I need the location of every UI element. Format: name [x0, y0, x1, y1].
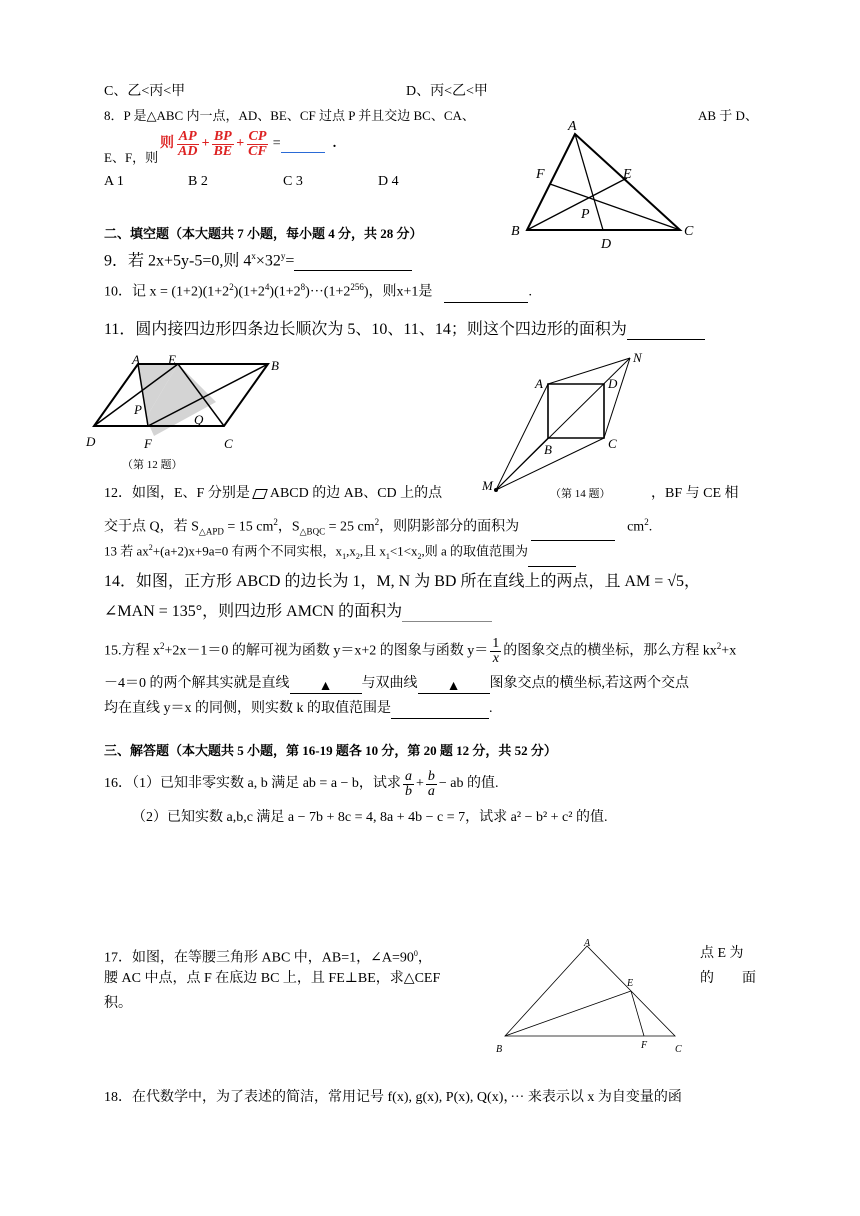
- q12-label-e: E: [168, 352, 176, 367]
- q12-sup-3: 2: [644, 517, 649, 527]
- q8-option-d: D 4: [378, 174, 399, 189]
- q14-answer-blank[interactable]: [402, 605, 492, 622]
- q14-label-m: M: [482, 478, 493, 493]
- q8-dot: .: [332, 136, 337, 151]
- q13-text-b: +(a+2)x+9a=0 有两个不同实根，x: [152, 543, 343, 559]
- q15-text-3b: .: [489, 701, 493, 716]
- q17-text-1: 17．如图，在等腰三角形 ABC 中，AB=1，∠A=90: [104, 950, 414, 966]
- q16-frac2-num: b: [427, 768, 435, 784]
- q12-line1-right: ，BF 与 CE 相: [651, 486, 739, 501]
- q8-frac-1-num: AP: [178, 128, 197, 144]
- q8-frac-3-num: CP: [248, 128, 267, 144]
- q16-frac1-den: b: [404, 783, 412, 799]
- q12-label-p: P: [134, 402, 142, 417]
- q17-triangle-figure: [490, 936, 700, 1060]
- q16-text-1b: − ab 的值.: [438, 776, 499, 791]
- q15-line3: [104, 699, 493, 719]
- q12-text-2f: cm: [627, 519, 645, 535]
- q15-text-3a: 均在直线 y＝x 的同侧，则实数 k 的取值范围是: [104, 701, 391, 716]
- q15-triangle-marker-1: ▲: [318, 679, 333, 694]
- q14-line1: 14．如图，正方形 ABCD 的边长为 1，M, N 为 BD 所在直线上的两点，且 AM = √5，: [104, 573, 701, 590]
- q13-text-c: ,x: [346, 543, 356, 559]
- q16-frac1-num: a: [404, 768, 412, 784]
- q13-line: [104, 538, 576, 567]
- q17-label-b: B: [496, 1044, 503, 1055]
- q8-line1-right: AB 于 D、: [698, 108, 758, 123]
- q10-exp-256: 256: [350, 282, 364, 292]
- q8-frac-3: [246, 130, 269, 159]
- q13-text-f: ,则 a 的取值范围为: [421, 543, 529, 559]
- q10-text-b: )(1+2: [233, 284, 265, 300]
- q14-segment-an: [548, 358, 630, 384]
- q15-blank-3[interactable]: [391, 702, 489, 719]
- q8-cevian-be: [527, 178, 627, 230]
- q15-text-2a: －4＝0 的两个解其实就是直线: [104, 676, 290, 691]
- q15-triangle-marker-2: ▲: [446, 679, 461, 694]
- q13-sub-1a: 1: [342, 551, 347, 561]
- q14-label-n: N: [633, 350, 642, 365]
- q17-line1: [104, 944, 432, 969]
- q12-text-2c: ，S: [277, 519, 300, 535]
- q8-frac-2: [211, 130, 234, 159]
- q14-label-b: B: [544, 442, 552, 457]
- q10-answer-blank[interactable]: [444, 286, 528, 303]
- q14-segment-am: [496, 384, 548, 490]
- q10-text-f: .: [528, 284, 532, 300]
- q12-sup-1: 2: [273, 517, 278, 527]
- q12-text-2d: = 25 cm: [325, 519, 375, 535]
- q12-sub-bqc: △BQC: [299, 526, 326, 537]
- q10-exp-2: 2: [229, 282, 234, 292]
- q14-label-d: D: [608, 376, 618, 391]
- q14-square-figure: [478, 350, 658, 502]
- q8-label-c: C: [684, 224, 694, 239]
- q18-line1: 18．在代数学中，为了表述的简洁，常用记号 f(x), g(x), P(x), Q(x)，··· 来表示以 x 为自变量的函: [104, 1090, 682, 1105]
- q8-triangle-figure: [505, 118, 705, 250]
- q8-frac-2-num: BP: [213, 128, 232, 144]
- q8-line2-prefix: E、F，则: [104, 150, 159, 165]
- q10-exp-8: 8: [300, 282, 306, 292]
- q13-sub-1b: 1: [385, 551, 390, 561]
- q13-answer-blank[interactable]: [528, 550, 576, 567]
- q12-parallelogram-figure: [86, 352, 296, 476]
- q12-sub-apd: △APD: [198, 526, 224, 537]
- q7-option-d: D、丙<乙<甲: [406, 84, 488, 99]
- q12-caption: （第 12 题）: [122, 459, 183, 471]
- q15-text-2c: 图象交点的横坐标,若这两个交点: [489, 676, 689, 691]
- q16-text-1a: 16．（1）已知非零实数 a, b 满足 ab = a − b，试求: [104, 776, 401, 791]
- q15-frac-num: 1: [492, 635, 500, 651]
- q12-sup-2: 2: [374, 517, 380, 527]
- q17-label-e: E: [627, 978, 634, 989]
- q17-segment-be: [505, 991, 631, 1036]
- q15-line2: [104, 674, 689, 694]
- q17-line2: 腰 AC 中点，点 F 在底边 BC 上，且 FE⊥BE，求△CEF: [104, 971, 441, 986]
- q12-line1: [104, 484, 442, 504]
- q15-text-1a: 15.方程 x: [104, 643, 160, 659]
- q8-label-d: D: [601, 237, 612, 252]
- q14-label-c: C: [608, 436, 617, 451]
- q15-text-1d: +x: [721, 643, 737, 659]
- q12-label-b: B: [271, 358, 279, 373]
- q9-answer-blank[interactable]: [294, 254, 412, 271]
- q11-text: 11．圆内接四边形四条边长顺次为 5、10、11、14；则这个四边形的面积为: [104, 321, 627, 338]
- q8-triangle-abc: [527, 134, 680, 230]
- q16-plus: +: [415, 776, 424, 791]
- q12-label-f: F: [144, 436, 152, 451]
- q12-text-2a: 交于点 Q，若 S: [104, 519, 199, 535]
- q15-text-1c: 的图象交点的横坐标，那么方程 kx: [503, 643, 717, 659]
- q9-exp-x: x: [251, 251, 256, 261]
- q8-cevian-cf: [550, 184, 680, 230]
- q10-text-c: )(1+2: [269, 284, 301, 300]
- q10-text-a: 10．记 x = (1+2)(1+2: [104, 284, 230, 300]
- q14-segment-mb: [496, 438, 548, 490]
- q13-text-d: ,且 x: [359, 543, 386, 559]
- section-2-heading: 二、填空题（本大题共 7 小题，每小题 4 分，共 28 分）: [104, 226, 423, 241]
- q17-degree: 0: [413, 949, 418, 958]
- q12-label-c: C: [224, 436, 233, 451]
- q9-text-a: 9．若 2x+5y-5=0,则 4: [104, 252, 252, 270]
- q14-segment-cn: [604, 358, 630, 438]
- q15-blank-2[interactable]: [418, 677, 490, 694]
- q12-label-d: D: [86, 434, 96, 449]
- q12-label-a: A: [132, 352, 140, 367]
- q13-sub-2a: 2: [355, 551, 360, 561]
- q10-text-d: )···(1+2: [305, 284, 351, 300]
- q14-caption: （第 14 题）: [550, 488, 611, 500]
- q8-label-a: A: [568, 119, 577, 134]
- q8-line1: 8．P 是△ABC 内一点，AD、BE、CF 过点 P 并且交边 BC、CA、: [104, 108, 475, 123]
- parallelogram-symbol-icon: [252, 489, 268, 499]
- q13-text-e: <1<x: [389, 543, 418, 559]
- q12-label-q: Q: [194, 412, 204, 427]
- q8-equals: =: [272, 136, 281, 151]
- q15-text-2b: 与双曲线: [361, 676, 418, 691]
- q8-option-c: C 3: [283, 174, 303, 189]
- q13-text-a: 13 若 ax: [104, 543, 149, 559]
- q8-frac-1-den: AD: [178, 143, 198, 159]
- q10-line: [104, 277, 532, 303]
- q8-frac-1: [176, 130, 199, 159]
- section-3-heading: 三、解答题（本大题共 5 小题，第 16-19 题各 10 分，第 20 题 12 分，共 52 分）: [104, 743, 557, 758]
- q10-text-e: )，则x+1是: [363, 284, 433, 300]
- q15-frac-den: x: [492, 650, 499, 666]
- q8-frac-2-den: BE: [213, 143, 233, 159]
- q17-right-1: 点 E 为: [700, 946, 744, 961]
- q12-side-ad: [94, 364, 138, 426]
- q12-text-2g: .: [648, 519, 653, 535]
- q9-exp-y: y: [280, 251, 286, 261]
- q14-text-2: ∠MAN = 135°，则四边形 AMCN 的面积为: [104, 603, 403, 620]
- q8-label-b: B: [511, 224, 520, 239]
- q15-fraction-1-over-x: [490, 637, 501, 666]
- q17-label-f: F: [641, 1040, 648, 1051]
- q17-right-2a: 的: [700, 971, 714, 986]
- q8-option-a: A 1: [104, 174, 124, 189]
- q14-line2: [104, 602, 492, 622]
- q16-frac2-den: a: [427, 783, 435, 799]
- q17-text-1b: ，: [417, 950, 432, 966]
- q17-line3: 积。: [104, 996, 132, 1011]
- q8-ze: 则: [160, 136, 174, 151]
- q15-line1: 15.方程 $x^2+2x-1=0$ 的解可视为函数 y＝x+2 的图象与函数 y＝ $\frac{1}{x}$ 的图象交点的横坐标，那么方程 $kx^2+x$: [104, 635, 737, 666]
- q12-text-1a: 12．如图，E、F 分别是: [104, 486, 250, 501]
- q13-sup-2: 2: [148, 543, 153, 552]
- q11-answer-blank[interactable]: [627, 323, 705, 340]
- q9-text-b: ×32: [255, 252, 281, 270]
- q14-point-m: [494, 488, 498, 492]
- q10-exp-4: 4: [264, 282, 270, 292]
- q12-text-2e: ，则阴影部分的面积为: [379, 519, 520, 535]
- q9-text-c: =: [285, 252, 295, 270]
- q16-fraction-b-over-a: [426, 770, 437, 799]
- q17-right-2b: 面: [742, 971, 756, 986]
- q15-text-1b: +2x－1＝0 的解可视为函数 y＝x+2 的图象与函数 y＝: [164, 643, 489, 659]
- q9-line: [104, 246, 412, 271]
- q17-label-a: A: [584, 938, 591, 949]
- q8-answer-blank[interactable]: [281, 136, 325, 153]
- q17-label-c: C: [675, 1044, 682, 1055]
- q11-line: [104, 320, 705, 340]
- q8-label-f: F: [536, 167, 545, 182]
- q16-line2: （2）已知实数 a,b,c 满足 a − 7b + 8c = 4, 8a + 4b − c = 7，试求 a² − b² + c² 的值.: [132, 810, 608, 825]
- q16-fraction-a-over-b: [403, 770, 414, 799]
- q17-triangle-abc: [505, 946, 675, 1036]
- q15-blank-1[interactable]: [290, 677, 362, 694]
- q8-plus-1: +: [201, 136, 210, 151]
- q12-text-1b: ABCD 的边 AB、CD 上的点: [269, 486, 443, 501]
- q13-sub-2b: 2: [417, 551, 422, 561]
- q14-label-a: A: [535, 376, 543, 391]
- q8-label-p: P: [581, 207, 590, 222]
- q8-plus-2: +: [236, 136, 245, 151]
- q7-option-c: C、乙<丙<甲: [104, 84, 186, 99]
- q8-expression: [160, 122, 336, 166]
- q12-text-2b: = 15 cm: [223, 519, 274, 535]
- q8-option-b: B 2: [188, 174, 208, 189]
- q8-frac-3-den: CF: [248, 143, 267, 159]
- q16-line1: [104, 770, 498, 798]
- q8-label-e: E: [623, 167, 632, 182]
